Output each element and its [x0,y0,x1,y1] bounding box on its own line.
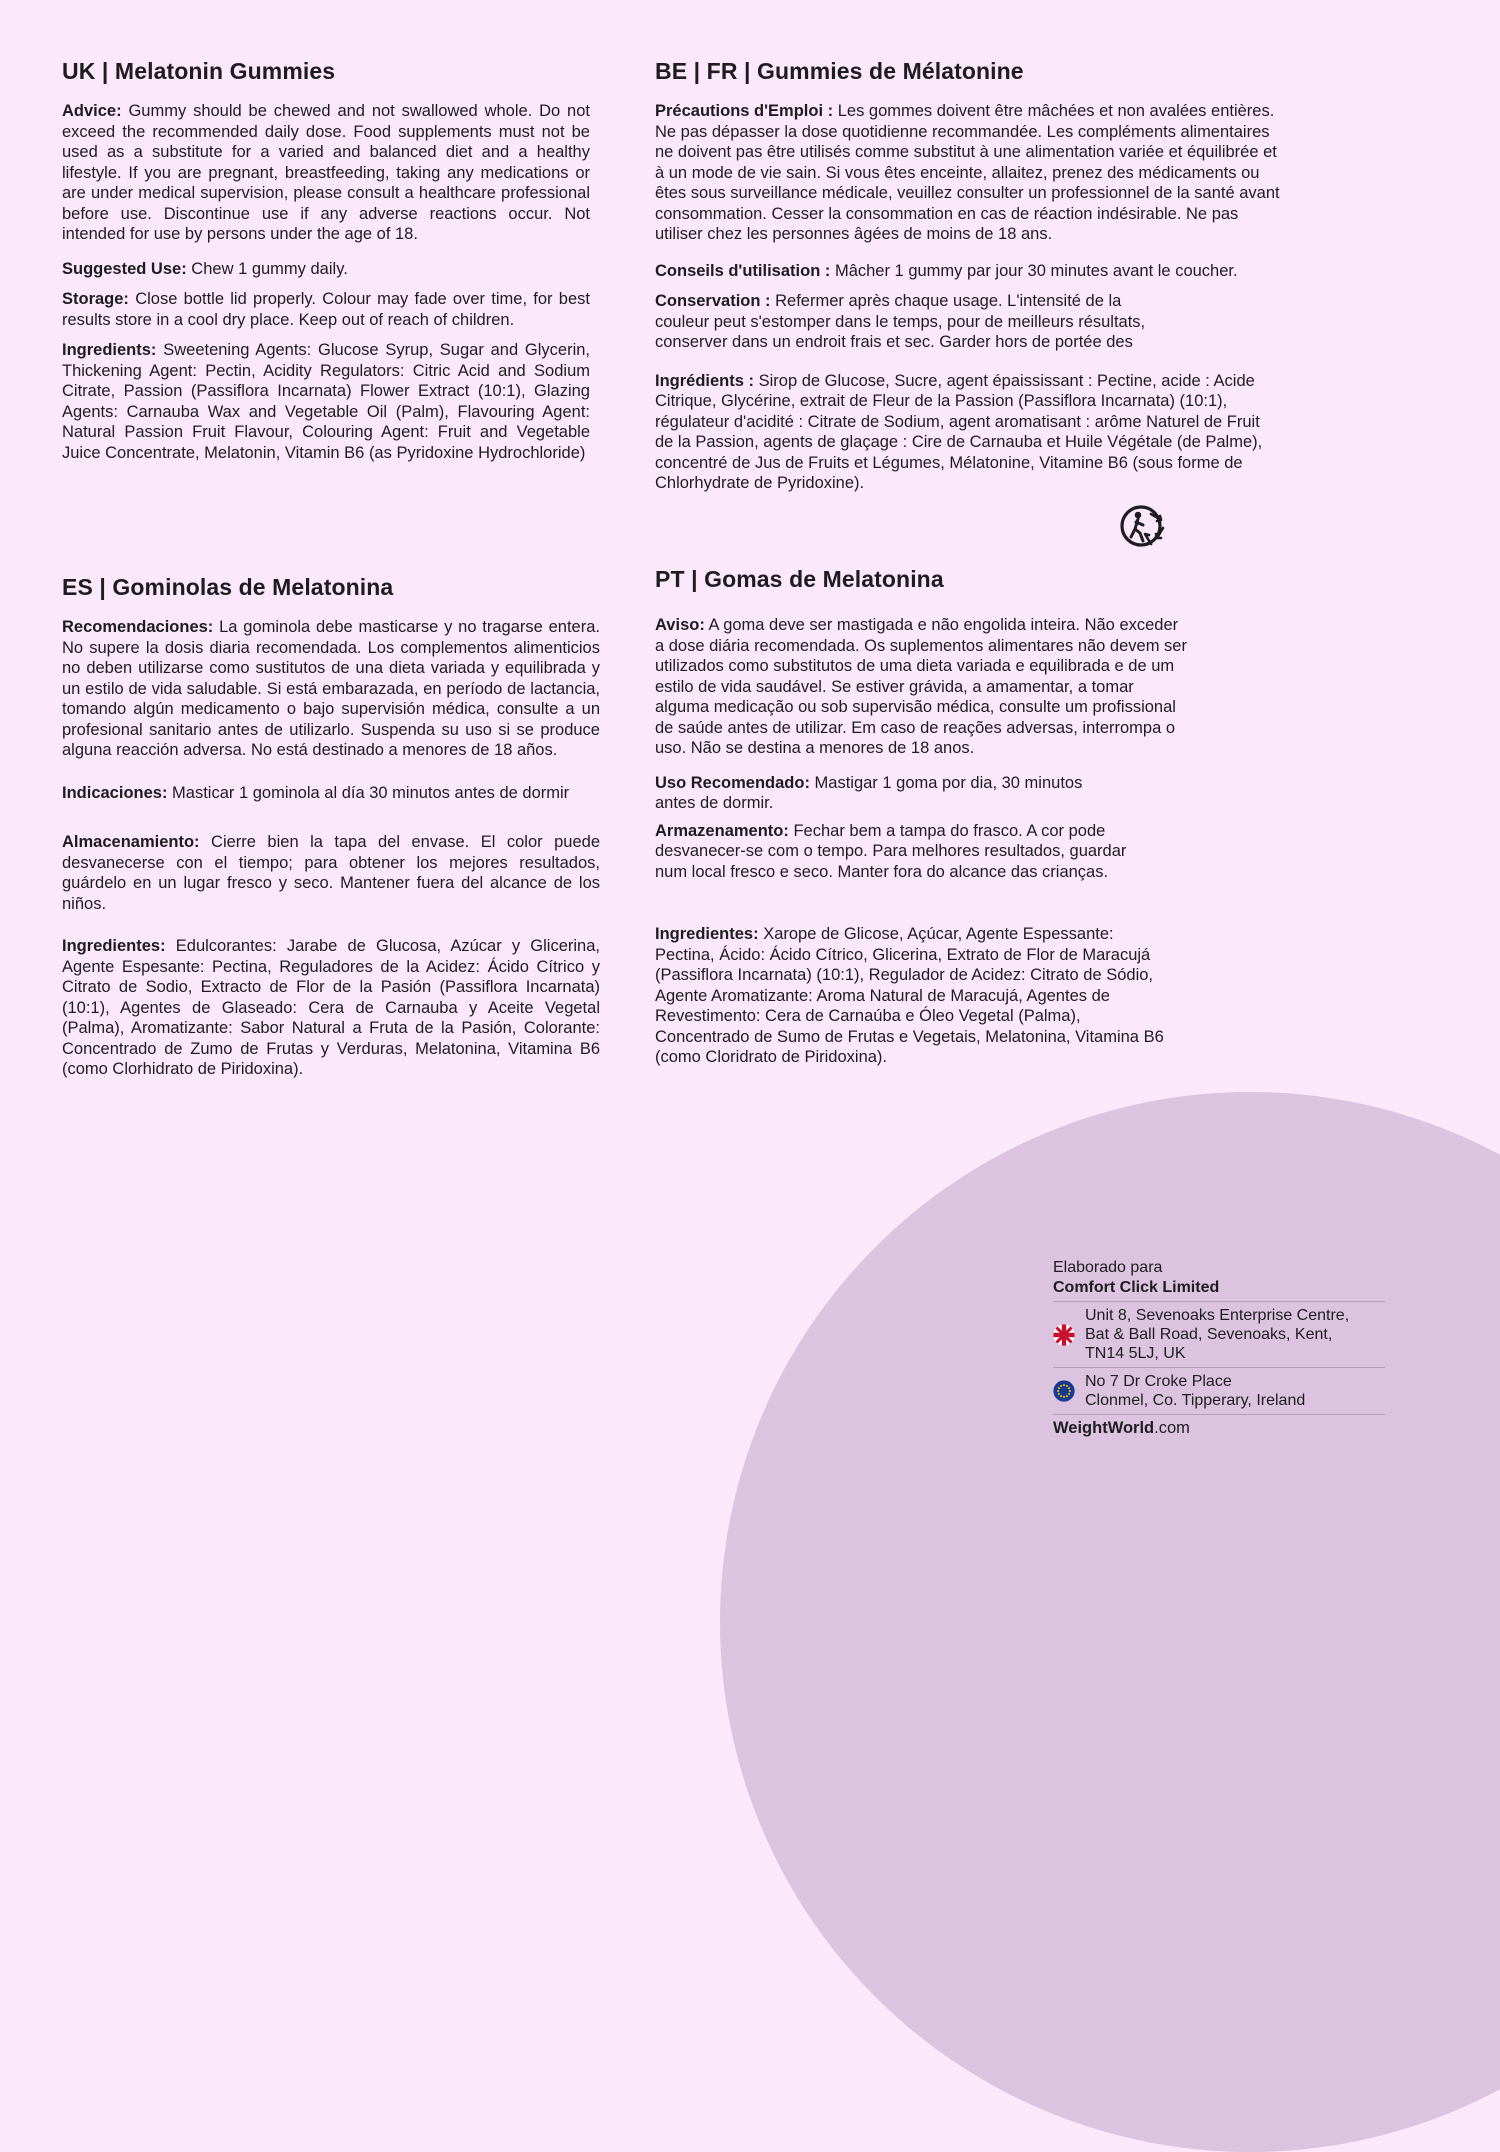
storage-paragraph [62,832,600,914]
decorative-circle [720,1092,1500,2152]
use-paragraph [655,261,1280,282]
storage-label: Armazenamento: [655,821,789,840]
storage-label: Storage: [62,290,129,308]
section-title: UK | Melatonin Gummies [62,58,336,84]
ingredients-paragraph [62,936,600,1080]
advice-text: Les gommes doivent être mâchées et non avalées entières. Ne pas dépasser la dose quotidienne recommandée. Les compléments alimentaires ne doivent pas être utilisés comme substitut à une alimentation variée et équilibrée et à un mode de vie sain. Si vous êtes enceinte, allaitez, prenez des médicaments ou êtes sous surveillance médicale, veuillez consulter un professionnel de la santé avant consommation. Cesser la consommation en cas de réaction indésirable. Ne pas utiliser chez les personnes âgées de moins de 18 ans. [655,102,1280,243]
advice-text: La gominola debe masticarse y no tragarse entera. No supere la dosis diaria recomendada. Los complementos alimenticios no deben utilizarse como sustitutos de una dieta variada y equilibrada y un estilo de vida saludable. Si está embarazada, en período de lactancia, tomando algún medicamento o bajo supervisión médica, consulte a un profesional sanitario antes de utilizarlo. Suspenda su uso si se produce alguna reacción adversa. No está destinado a menores de 18 años. [62,618,600,759]
storage-paragraph [62,289,590,330]
ie-address [1053,1367,1385,1414]
ingredients-label: Ingrédients : [655,371,755,390]
ie-address-line-1: No 7 Dr Croke Place [1085,1373,1232,1390]
made-for-label: Elaborado para [1053,1259,1163,1276]
uk-address-line-1: Unit 8, Sevenoaks Enterprise Centre, [1085,1307,1350,1324]
website-brand: WeightWorld [1053,1419,1155,1437]
ingredients-paragraph [655,371,1280,494]
section-pt [655,566,1190,1068]
ingredients-label: Ingredientes: [62,937,166,955]
website-link[interactable] [1053,1414,1385,1438]
use-label: Indicaciones: [62,783,168,802]
uk-flag-icon [1053,1324,1075,1346]
advice-label: Recomendaciones: [62,618,214,636]
ingredients-paragraph [655,924,1175,1068]
ie-address-line-2: Clonmel, Co. Tipperary, Ireland [1085,1392,1306,1409]
manufacturer-block [1053,1258,1385,1438]
section-uk [62,58,590,463]
ingredients-text: Sweetening Agents: Glucose Syrup, Sugar and Glycerin, Thickening Agent: Pectin, Acidity Regulators: Citric Acid and Sodium Citrate, Passion (Passiflora Incarnata) Flower Extract (10:1), Glazing Agents: Carnauba Wax and Vegetable Oil (Palm), Flavouring Agent: Natural Passion Fruit Flavour, Colouring Agent: Fruit and Vegetable Juice Concentrate, Melatonin, Vitamin B6 (as Pyridoxine Hydrochloride) [62,341,590,462]
use-label: Suggested Use: [62,259,187,278]
section-title: PT | Gomas de Melatonina [655,566,944,592]
use-label: Uso Recomendado: [655,773,810,792]
uk-address-line-3: TN14 5LJ, UK [1085,1345,1186,1362]
storage-paragraph [655,291,1175,353]
ingredients-text: Edulcorantes: Jarabe de Glucosa, Azúcar y Glicerina, Agente Espesante: Pectina, Reguladores de la Acidez: Ácido Cítrico y Citrato de Sodio, Extracto de Flor de la Pasión (Passiflora Incarnata) (10:1), Agentes de Glaseado: Cera de Carnauba y Aceite Vegetal (Palma), Aromatizante: Sabor Natural a Fruta de la Pasión, Colorante: Concentrado de Zumo de Frutas y Verduras, Melatonina, Vitamina B6 (como Clorhidrato de Piridoxina). [62,937,600,1078]
triman-recycling-icon [1117,500,1169,552]
advice-paragraph [62,617,600,761]
use-text: Chew 1 gummy daily. [191,259,348,278]
section-title: BE | FR | Gummies de Mélatonine [655,58,1024,84]
ingredients-paragraph [62,340,590,463]
use-text: Mâcher 1 gummy par jour 30 minutes avant le coucher. [834,261,1238,280]
company-name: Comfort Click Limited [1053,1279,1220,1296]
advice-label: Précautions d'Emploi : [655,102,834,120]
section-fr [655,58,1280,494]
use-text: Masticar 1 gominola al día 30 minutos antes de dormir [172,783,570,802]
use-paragraph [655,773,1105,814]
website-tld: .com [1154,1419,1190,1437]
storage-text: Fechar bem a tampa do frasco. A cor pode desvanecer-se com o tempo. Para melhores resultados, guardar num local fresco e seco. Manter fora do alcance das crianças. [655,821,1127,881]
uk-address-line-2: Bat & Ball Road, Sevenoaks, Kent, [1085,1326,1333,1343]
advice-label: Aviso: [655,616,705,634]
use-label: Conseils d'utilisation : [655,261,831,280]
ingredients-label: Ingredients: [62,341,157,359]
storage-text: Cierre bien la tapa del envase. El color puede desvanecerse con el tiempo; para obtener los mejores resultados, guárdelo en un lugar fresco y seco. Mantener fuera del alcance de los niños. [62,833,600,913]
advice-label: Advice: [62,102,122,120]
ingredients-text: Sirop de Glucose, Sucre, agent épaississant : Pectine, acide : Acide Citrique, Glycérine, extrait de Fleur de la Passion (Passiflora Incarnata) (10:1), régulateur d'acidité : Citrate de Sodium, agent aromatisant : arôme Naturel de Fruit de la Passion, agents de glaçage : Cire de Carnauba et Huile Végétale (de Palme), concentré de Jus de Fruits et Légumes, Mélatonine, Vitamine B6 (sous forme de Chlorhydrate de Pyridoxine). [655,371,1263,492]
section-title: ES | Gominolas de Melatonina [62,574,394,600]
advice-paragraph [655,615,1190,759]
storage-label: Almacenamiento: [62,833,200,851]
ingredients-label: Ingredientes: [655,925,759,943]
ingredients-text: Xarope de Glicose, Açúcar, Agente Espessante: Pectina, Ácido: Ácido Cítrico, Glicerina, Extrato de Flor de Maracujá (Passiflora Incarnata) (10:1), Regulador de Acidez: Citrato de Sódio, Agente Aromatizante: Aroma Natural de Maracujá, Agentes de Revestimento: Cera de Carnaúba e Óleo Vegetal (Palma), Concentrado de Sumo de Frutas e Vegetais, Melatonina, Vitamina B6 (como Cloridrato de Piridoxina). [655,925,1164,1066]
advice-paragraph [62,101,590,245]
advice-paragraph [655,101,1280,245]
storage-paragraph [655,821,1160,883]
storage-text: Refermer après chaque usage. L'intensité de la couleur peut s'estomper dans le temps, pour de meilleurs résultats, conserver dans un endroit frais et sec. Garder hors de portée des [655,292,1146,351]
eu-flag-icon [1053,1380,1075,1402]
section-es [62,574,600,1080]
use-paragraph [62,783,600,804]
advice-text: Gummy should be chewed and not swallowed whole. Do not exceed the recommended daily dose. Food supplements must not be used as a substitute for a varied and balanced diet and a healthy lifestyle. If you are pregnant, breastfeeding, taking any medications or are under medical supervision, please consult a healthcare professional before use. Discontinue use if any adverse reactions occur. Not intended for use by persons under the age of 18. [62,102,590,243]
use-paragraph [62,259,590,280]
advice-text: A goma deve ser mastigada e não engolida inteira. Não exceder a dose diária recomendada. Os suplementos alimentares não devem ser utilizados como substitutos de uma dieta variada e equilibrada e de um estilo de vida saudável. Se estiver grávida, a amamentar, a tomar alguma medicação ou sob supervisão médica, consulte um profissional de saúde antes de utilizar. Em caso de reações adversas, interrompa o uso. Não se destina a menores de 18 anos. [655,616,1187,757]
storage-label: Conservation : [655,292,771,310]
use-text: Mastigar 1 goma por dia, 30 minutos antes de dormir. [655,773,1083,812]
storage-text: Close bottle lid properly. Colour may fade over time, for best results store in a cool dry place. Keep out of reach of children. [62,290,590,329]
uk-address [1053,1301,1385,1367]
